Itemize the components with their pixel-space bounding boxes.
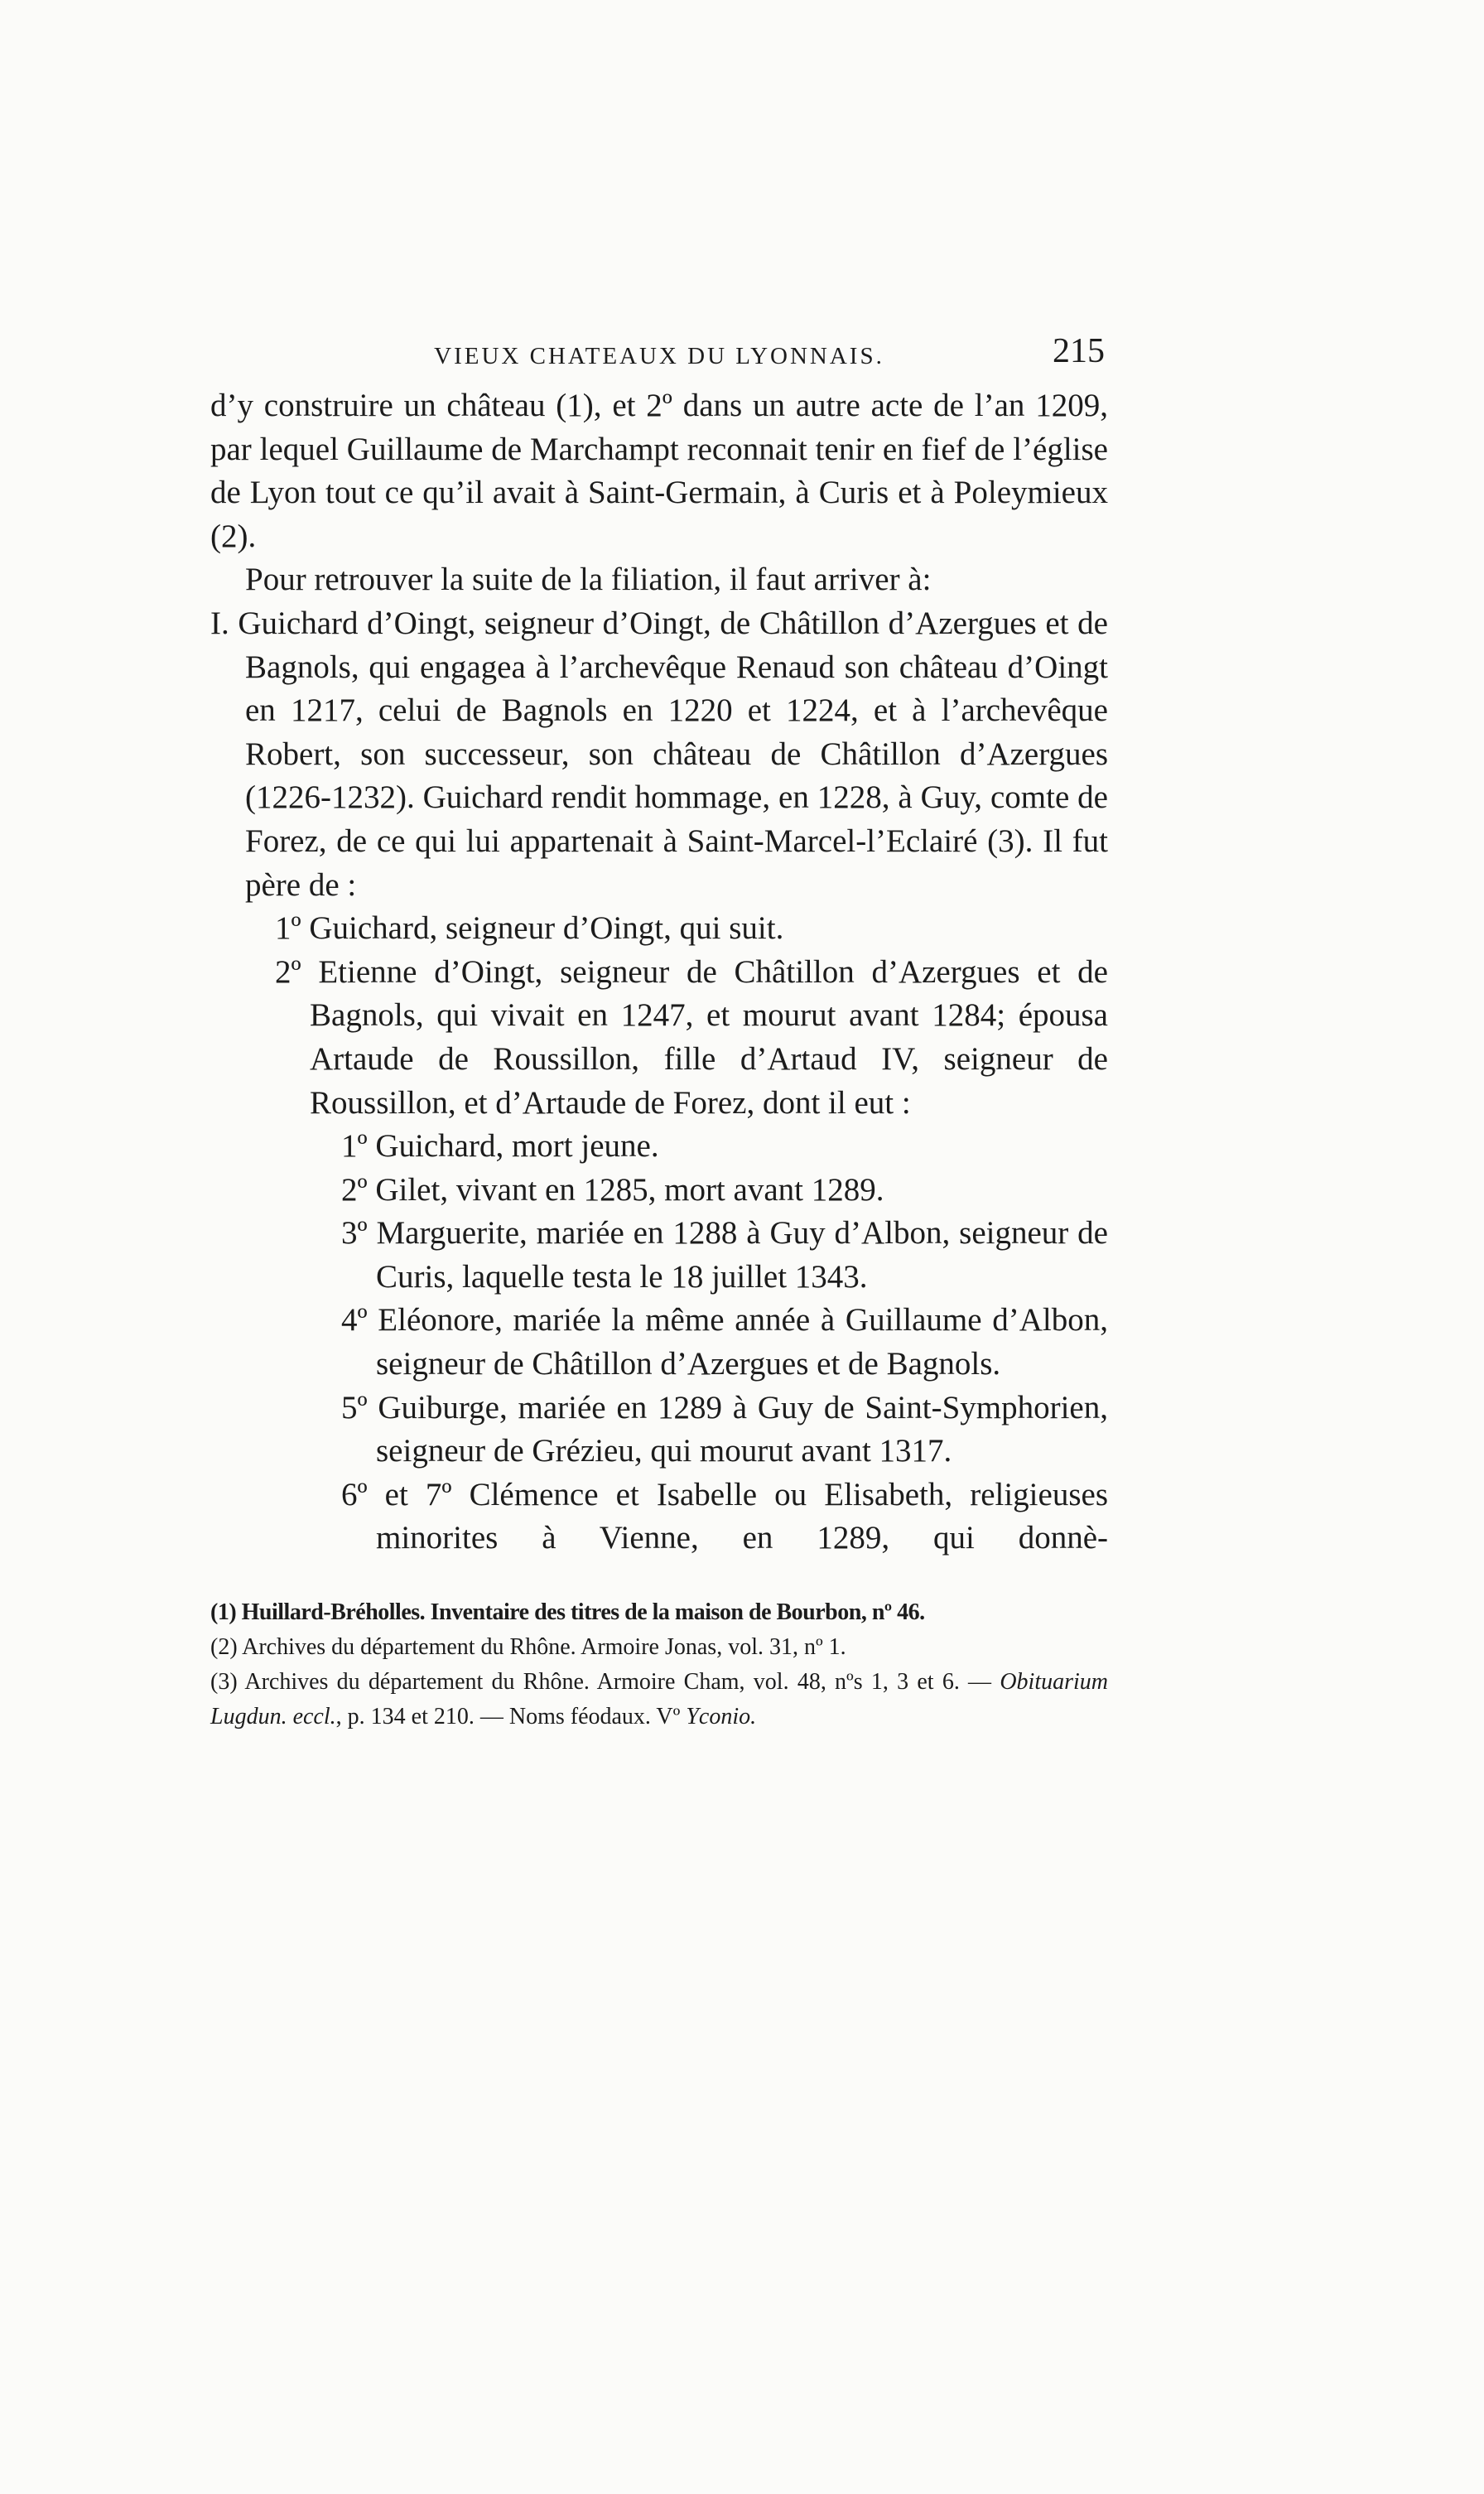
footnote-3 <box>210 1665 1108 1734</box>
entry-guichard-i: I. Guichard d’Oingt, seigneur d’Oingt, de Châtillon d’Azergues et de Bagnols, qui engagea à l’archevêque Renaud son château d’Oingt en 1217, celui de Bagnols en 1220 et 1224, et à l’archevêque Robert, son successeur, son château de Châtillon d’Azergues (1226-1232). Guichard rendit hommage, en 1228, à Guy, comte de Forez, de ce qui lui appartenait à Saint-Marcel-l’Eclairé (3). Il fut père de : <box>210 605 1108 903</box>
book-page <box>210 331 1108 1734</box>
footnote-2: (2) Archives du département du Rhône. Armoire Jonas, vol. 31, nº 1. <box>210 1634 846 1661</box>
grandchild-entry-1: 1º Guichard, mort jeune. <box>341 1128 659 1165</box>
body-text <box>210 384 1108 1561</box>
grandchild-entry-4: 4º Eléonore, mariée la même année à Guillaume d’Albon, seigneur de Châtillon d’Azergues et de Bagnols. <box>341 1302 1108 1382</box>
grandchild-entry-5: 5º Guiburge, mariée en 1289 à Guy de Saint-Symphorien, seigneur de Grézieu, qui mourut avant 1317. <box>341 1389 1108 1469</box>
paragraph-continued: d’y construire un château (1), et 2º dans un autre acte de l’an 1209, par lequel Guillaume de Marchampt reconnait tenir en fief de l’église de Lyon tout ce qu’il avait à Saint-Germain, à Curis et à Poleymieux (2). <box>210 388 1108 554</box>
grandchild-entry-2: 2º Gilet, vivant en 1285, mort avant 1289. <box>341 1171 884 1208</box>
footnotes <box>210 1595 1108 1734</box>
footnote-3-obituarium: Obituarium Lugdun. eccl. <box>210 1669 1108 1730</box>
footnote-1: (1) Huillard-Bréholles. Inventaire des titres de la maison de Bourbon, nº 46. <box>210 1599 925 1626</box>
paragraph-filiation: Pour retrouver la suite de la filiation, il faut arriver à: <box>245 562 932 598</box>
footnote-3-text-c: , p. 134 et 210. — Noms féodaux. Vº <box>335 1704 687 1730</box>
running-title: VIEUX CHATEAUX DU LYONNAIS. <box>434 343 884 369</box>
child-entry-2: 2º Etienne d’Oingt, seigneur de Châtillon d’Azergues et de Bagnols, qui vivait en 1247, et mourut avant 1284; épousa Artaude de Roussillon, fille d’Artaud IV, seigneur de Roussillon, et d’Artaude de Forez, dont il eut : <box>275 953 1108 1121</box>
grandchild-entry-6: 6º et 7º Clémence et Isabelle ou Elisabeth, religieuses minorites à Vienne, en 1289, qui donnè- <box>341 1476 1108 1556</box>
footnote-3-text-a: (3) Archives du département du Rhône. Armoire Cham, vol. 48, nºs 1, 3 et 6. — <box>210 1669 1000 1696</box>
child-entry-1: 1º Guichard, seigneur d’Oingt, qui suit. <box>275 910 784 947</box>
running-head <box>210 331 1108 381</box>
page-number: 215 <box>1053 332 1105 370</box>
footnote-3-yconio: Yconio. <box>686 1704 757 1730</box>
grandchild-entry-3: 3º Marguerite, mariée en 1288 à Guy d’Albon, seigneur de Curis, laquelle testa le 18 juillet 1343. <box>341 1215 1108 1295</box>
